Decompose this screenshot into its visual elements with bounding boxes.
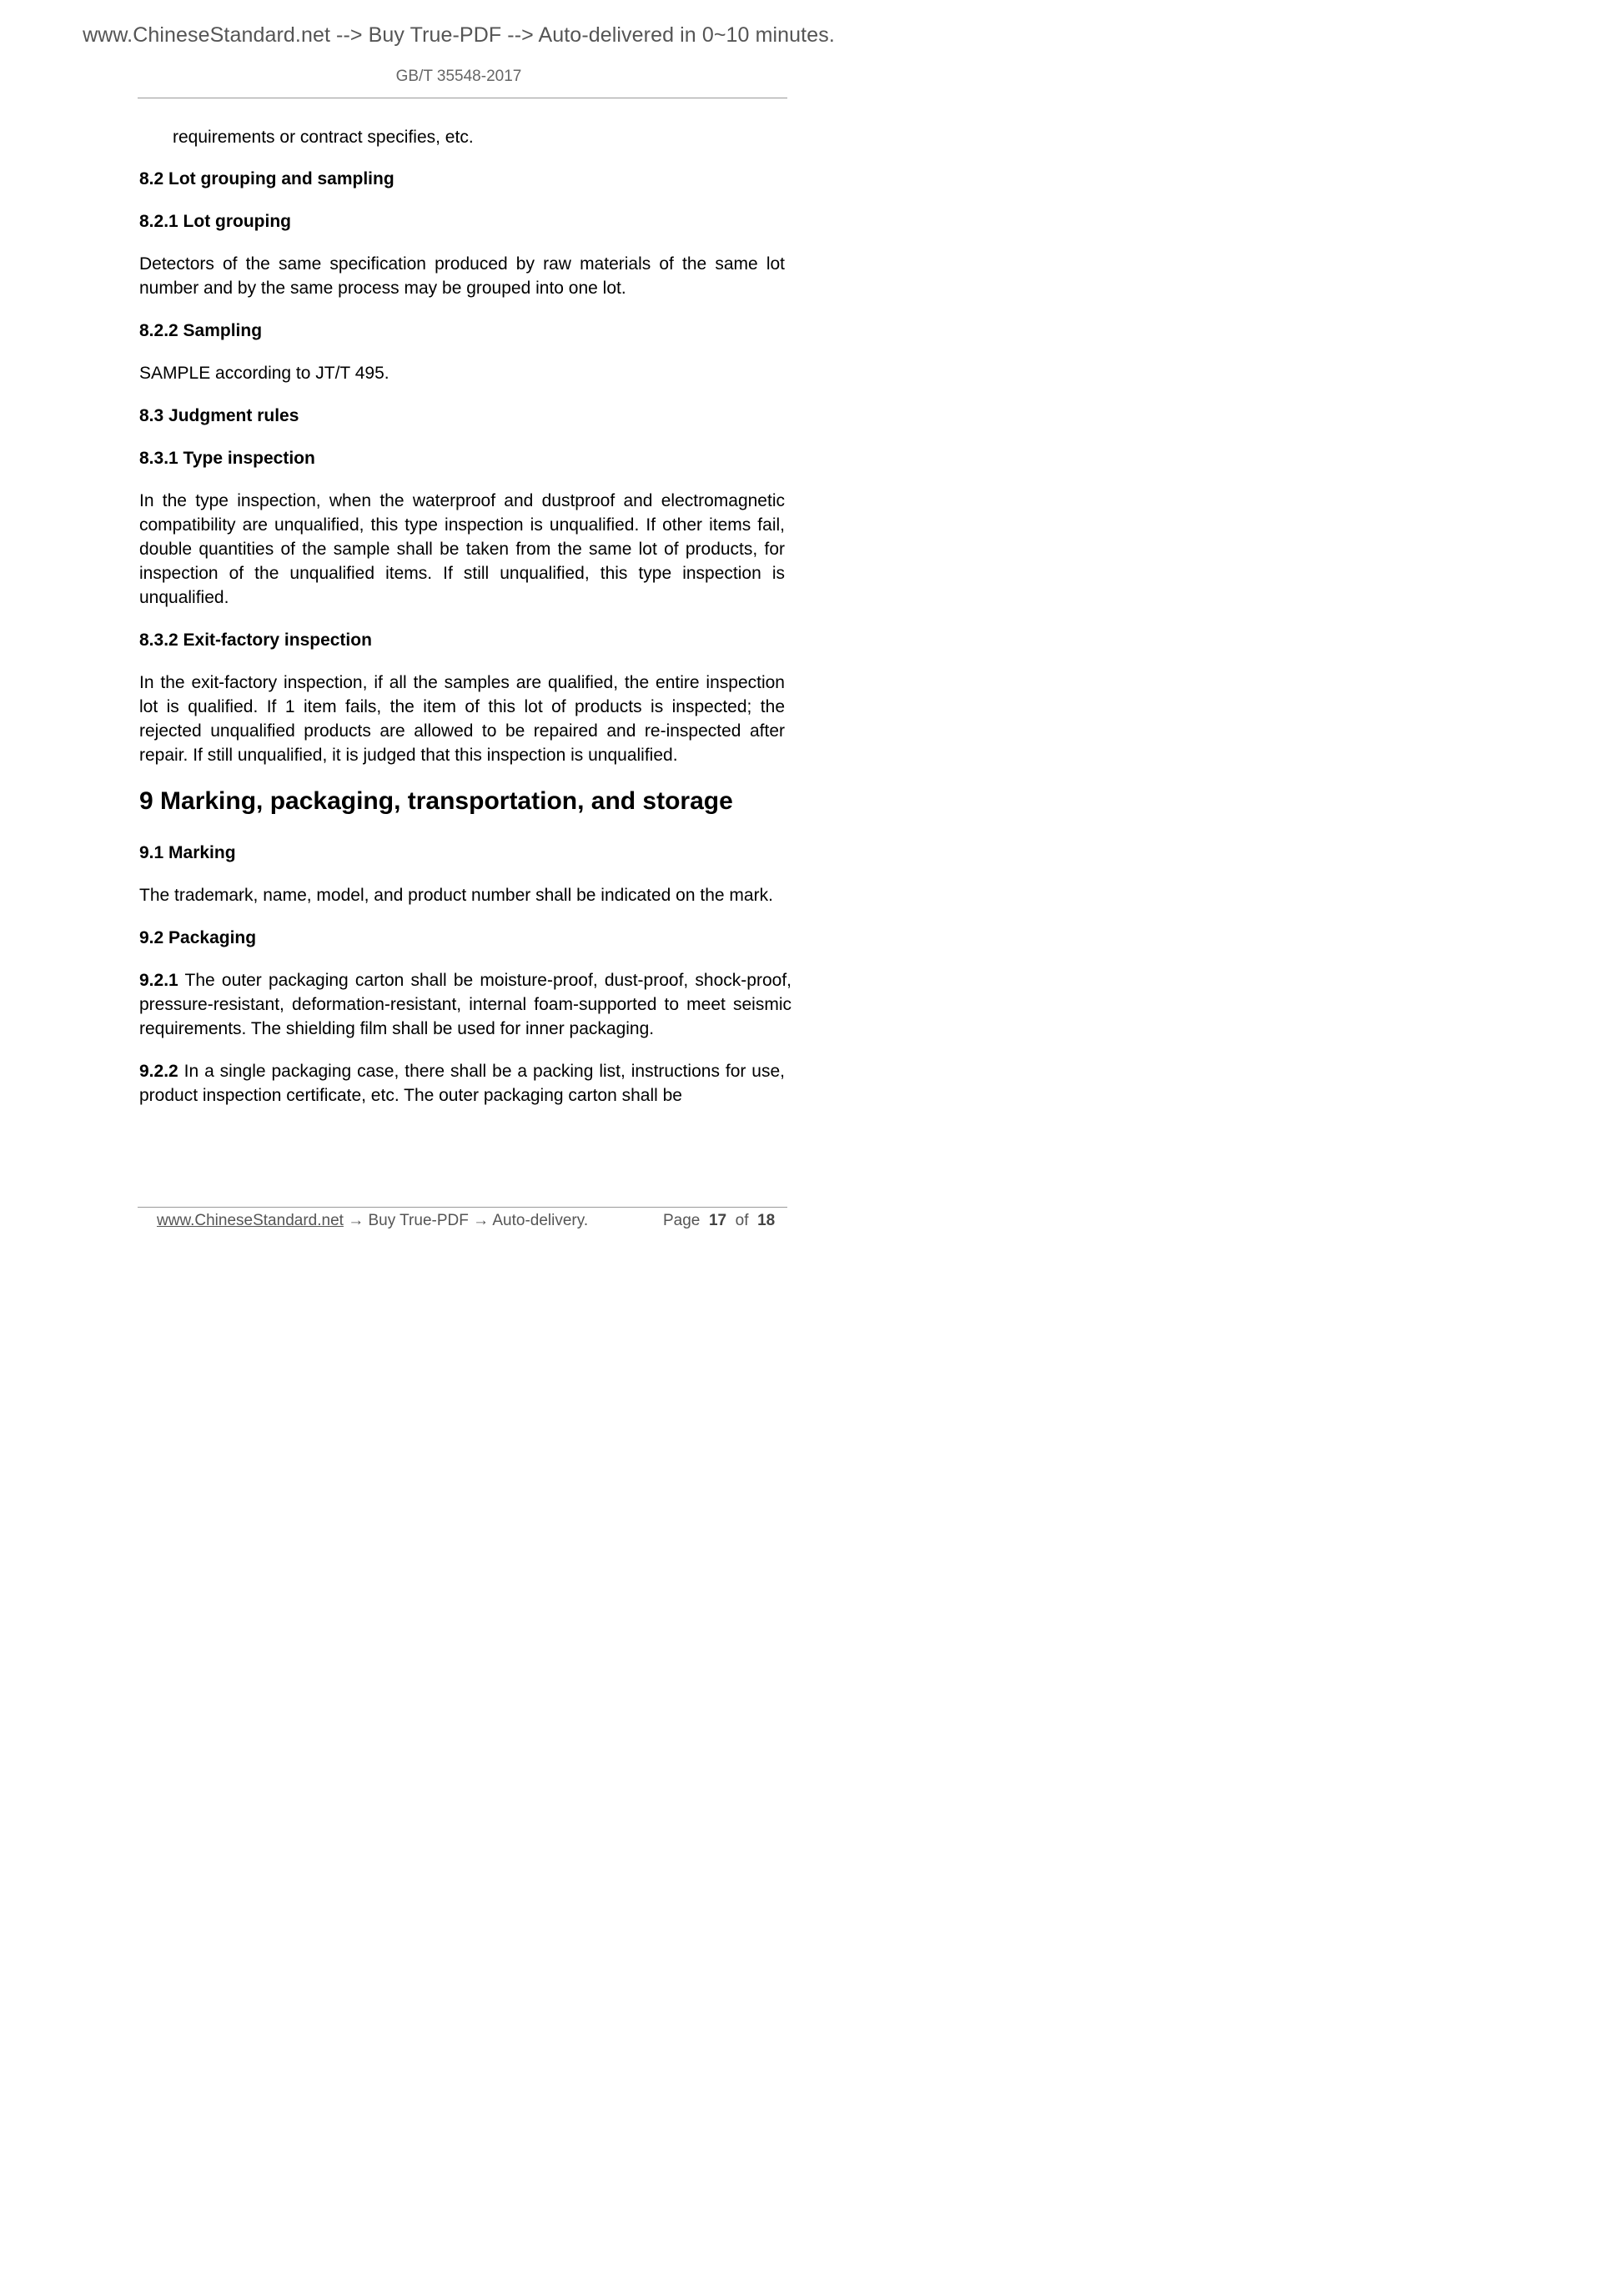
- section-8-3-1-heading: 8.3.1 Type inspection: [139, 449, 315, 468]
- page-footer: [157, 1209, 784, 1233]
- page-body: [139, 125, 791, 1126]
- header-banner: www.ChineseStandard.net --> Buy True-PDF --> Auto-delivered in 0~10 minutes.: [83, 23, 835, 47]
- clause-9-2-1: [139, 968, 791, 1041]
- section-8-2-1-text: Detectors of the same specification produced by raw materials of the same lot number and by the same process may be grouped into one lot.: [139, 254, 785, 298]
- footer-divider: [138, 1207, 787, 1208]
- section-9-1-text: The trademark, name, model, and product number shall be indicated on the mark.: [139, 886, 773, 905]
- section-9-2-heading: 9.2 Packaging: [139, 928, 257, 947]
- section-8-3-1-text: In the type inspection, when the waterproof and dustproof and electromagnetic compatibility are unqualified, this type inspection is unqualified. If other items fail, double quantities of the sample shall be taken from the same lot of products, for inspection of the unqualified items. If still unqualified, this type inspection is unqualified.: [139, 491, 785, 607]
- footer-site-link[interactable]: www.ChineseStandard.net: [157, 1212, 344, 1229]
- section-8-2-heading: 8.2 Lot grouping and sampling: [139, 169, 394, 188]
- page-label: Page: [663, 1212, 701, 1229]
- section-8-3-heading: 8.3 Judgment rules: [139, 406, 299, 425]
- section-8-3-2-heading: 8.3.2 Exit-factory inspection: [139, 631, 372, 650]
- standard-number: GB/T 35548-2017: [395, 68, 522, 85]
- of-label: of: [735, 1212, 749, 1229]
- clause-9-2-2-label: 9.2.2: [139, 1062, 178, 1081]
- section-8-3-2-text: In the exit-factory inspection, if all the samples are qualified, the entire inspection lot is qualified. If 1 item fails, the item of this lot of products is inspected; the rejected unqualified products are allowed to be repaired and re-inspected after repair. If still unqualified, it is judged that this inspection is unqualified.: [139, 673, 785, 765]
- footer-promo-text: → Buy True-PDF → Auto-delivery.: [343, 1212, 589, 1229]
- clause-9-2-1-label: 9.2.1: [139, 971, 178, 990]
- footer-promo: [157, 1209, 588, 1233]
- page-total: 18: [757, 1212, 776, 1229]
- section-8-2-1-heading: 8.2.1 Lot grouping: [139, 212, 291, 231]
- chapter-9-heading: 9 Marking, packaging, transportation, and storage: [139, 787, 733, 815]
- page-current: 17: [708, 1212, 727, 1229]
- continuation-text: requirements or contract specifies, etc.: [173, 128, 474, 147]
- section-8-2-2-text: SAMPLE according to JT/T 495.: [139, 364, 389, 383]
- clause-9-2-1-text: The outer packaging carton shall be moisture-proof, dust-proof, shock-proof, pressure-resistant, deformation-resistant, internal foam-supported to meet seismic requirements. The shielding film shall be used for inner packaging.: [139, 971, 791, 1038]
- page-indicator: [663, 1209, 775, 1233]
- section-9-1-heading: 9.1 Marking: [139, 843, 236, 862]
- clause-9-2-2: [139, 1059, 785, 1108]
- section-8-2-2-heading: 8.2.2 Sampling: [139, 321, 263, 340]
- clause-9-2-2-text: In a single packaging case, there shall be a packing list, instructions for use, product inspection certificate, etc. The outer packaging carton shall be: [139, 1062, 785, 1105]
